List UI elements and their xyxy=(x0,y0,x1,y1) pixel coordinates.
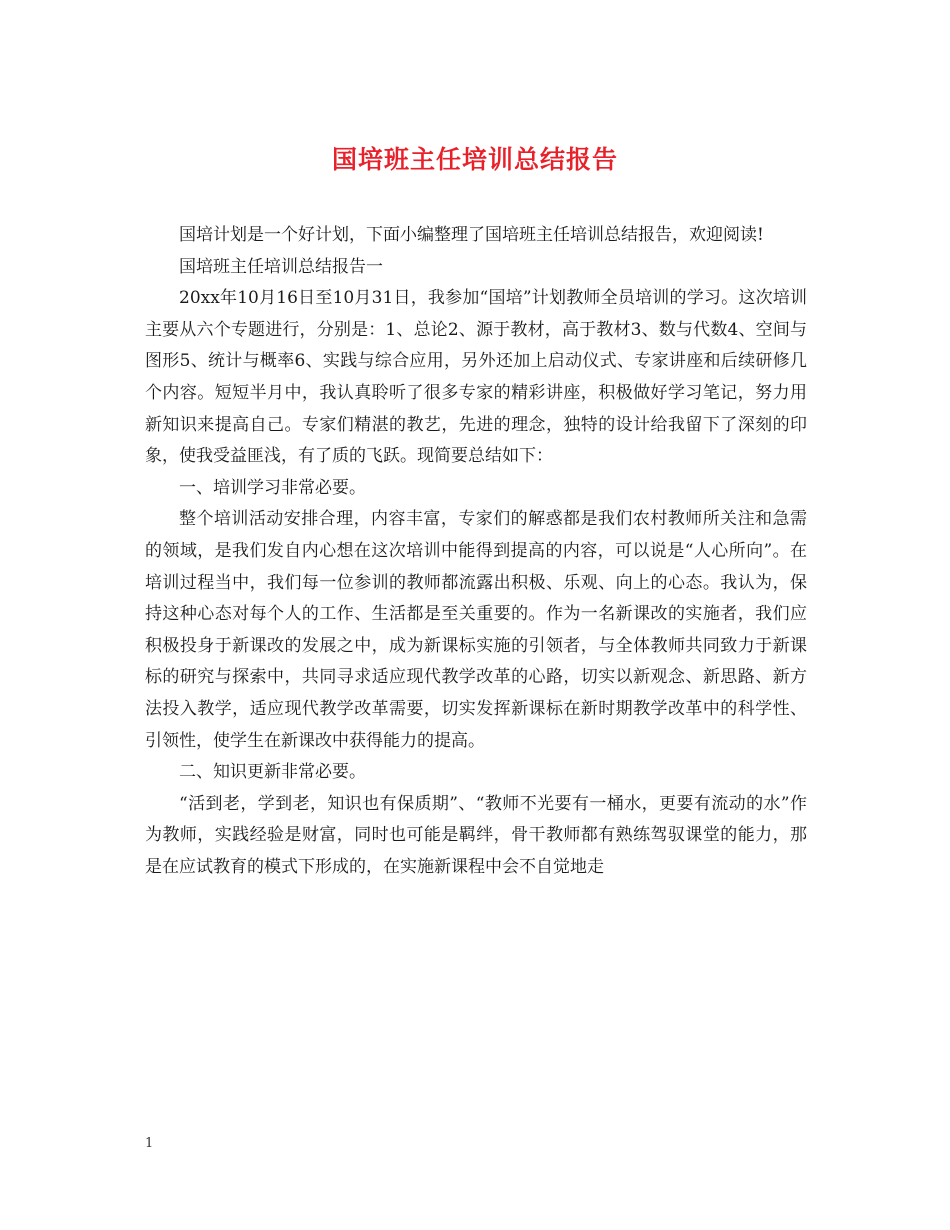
section-heading: 二、知识更新非常必要。 xyxy=(179,762,366,783)
intro-paragraph: 国培计划是一个好计划，下面小编整理了国培班主任培训总结报告，欢迎阅读! xyxy=(179,225,764,245)
document-title: 国培班主任培训总结报告 xyxy=(331,145,618,174)
body-paragraph: “活到老，学到老，知识也有保质期”、“教师不光要有一桶水，更要有流动的水”作为教师，实践经验是财富，同时也可能是羁绊，骨干教师都有熟练驾驭课堂的能力，那是在应试教育的模式下形成的，在实施新课程中会不自觉地走 xyxy=(145,793,807,877)
document-body xyxy=(145,220,807,883)
body-paragraph: 整个培训活动安排合理，内容丰富，专家们的解惑都是我们农村教师所关注和急需的领域，是我们发自内心想在这次培训中能得到提高的内容，可以说是“人心所向”。在培训过程当中，我们每一位参训的教师都流露出积极、乐观、向上的心态。我认为，保持这种心态对每个人的工作、生活都是至关重要的。作为一名新课改的实施者，我们应积极投身于新课改的发展之中，成为新课标实施的引领者，与全体教师共同致力于新课标的研究与探索中，共同寻求适应现代教学改革的心路，切实以新观念、新思路、新方法投入教学，适应现代教学改革需要，切实发挥新课标在新时期教学改革中的科学性、引领性，使学生在新课改中获得能力的提高。 xyxy=(145,509,807,751)
page-number: 1 xyxy=(145,1136,154,1151)
section-heading: 国培班主任培训总结报告一 xyxy=(179,256,383,277)
body-paragraph: 20xx年10月16日至10月31日，我参加“国培”计划教师全员培训的学习。这次培训主要从六个专题进行，分别是：1、总论2、源于教材，高于教材3、数与代数4、空间与图形5、统计与概率6、实践与综合应用，另外还加上启动仪式、专家讲座和后续研修几个内容。短短半月中，我认真聆听了很多专家的精彩讲座，积极做好学习笔记，努力用新知识来提高自己。专家们精湛的教艺，先进的理念，独特的设计给我留下了深刻的印象，使我受益匪浅，有了质的飞跃。现简要总结如下： xyxy=(145,288,807,467)
section-heading: 一、培训学习非常必要。 xyxy=(179,477,366,498)
